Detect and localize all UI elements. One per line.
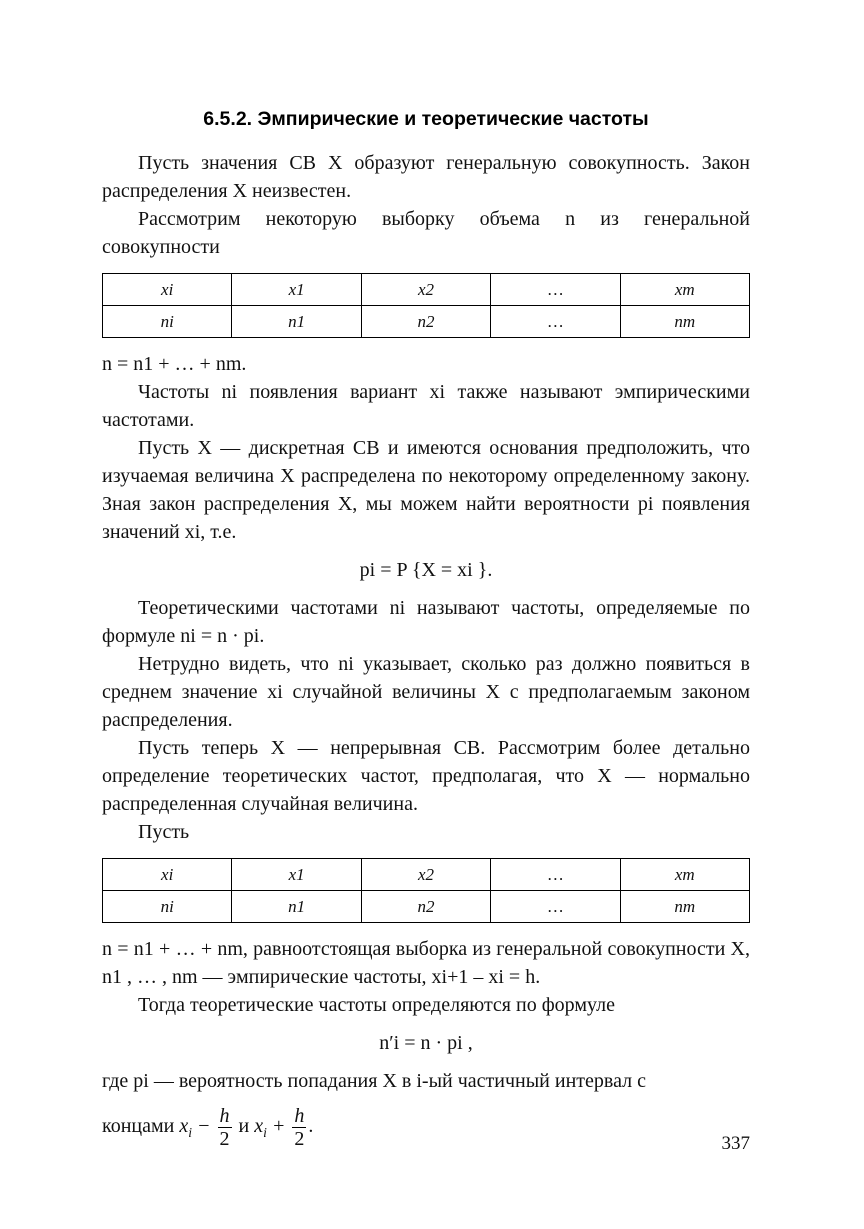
paragraph-4: Пусть X — дискретная СВ и имеются основания предположить, что изучаемая величина X распределена по некоторому определенному закону. Зная закон распределения X, мы можем найти вероятности pi появления значений xi, т.е. [102,437,750,543]
equation-sample-size: n = n1 + … + nm. [102,353,247,375]
table-row [103,306,750,338]
fraction-denominator: 2 [219,1128,230,1150]
fraction-numerator: h [219,1105,230,1127]
paragraph-1: Пусть значения СВ X образуют генеральную совокупность. Закон распределения X неизвестен. [102,152,750,202]
page-content [102,108,750,1160]
period: . [308,1115,314,1138]
paragraph-8: Пусть [138,821,190,843]
table-cell: xm [620,274,749,306]
conjunction-and: и [238,1115,250,1138]
table-cell: x1 [232,859,361,891]
paragraph-3: Частоты ni появления вариант xi также называют эмпирическими частотами. [102,381,750,431]
table-cell: xi [103,274,232,306]
table-cell: ni [103,306,232,338]
fraction-h-over-2 [218,1105,232,1150]
table-cell: nm [620,891,749,923]
table-cell: xi [103,859,232,891]
table-row [103,274,750,306]
table-cell: … [491,891,620,923]
fraction-h-over-2-right [292,1105,306,1150]
paragraph-7: Пусть теперь X — непрерывная СВ. Рассмотрим более детально определение теоретических частот, предполагая, что X — нормально распределенная случайная величина. [102,737,750,815]
table-row [103,891,750,923]
equation-theoretical-frequency: n′i = n · pi , [379,1032,473,1054]
equation-probability: pi = P {X = xi }. [359,559,493,581]
table-cell: n1 [232,306,361,338]
table-cell: ni [103,891,232,923]
paragraph-10: Тогда теоретические частоты определяются по формуле [138,994,616,1016]
section-heading: 6.5.2. Эмпирические и теоретические частоты [203,108,649,130]
table-cell: x2 [361,274,490,306]
interval-endpoints-line [102,1105,750,1150]
table-cell: x2 [361,859,490,891]
paragraph-5: Теоретическими частотами ni называют частоты, определяемые по формуле ni = n · pi. [102,597,750,647]
table-cell: xm [620,859,749,891]
frequency-table-1 [102,273,750,338]
table-cell: n2 [361,306,490,338]
fraction-numerator: h [294,1105,305,1127]
paragraph-2: Рассмотрим некоторую выборку объема n из генеральной совокупности [102,208,750,258]
frequency-table-2 [102,858,750,923]
paragraph-6: Нетрудно видеть, что ni указывает, сколько раз должно появиться в среднем значение xi случайной величины X с предполагаемым законом распределения. [102,653,750,731]
table-cell: … [491,306,620,338]
fraction-denominator: 2 [294,1128,305,1150]
table-cell: n2 [361,891,490,923]
endpoints-prefix: концами [102,1115,175,1138]
table-row [103,859,750,891]
paragraph-11: где pi — вероятность попадания X в i-ый частичный интервал с [102,1070,646,1092]
table-cell: … [491,274,620,306]
xi-left: $x_i$ − [179,1115,211,1141]
table-cell: … [491,859,620,891]
xi-right: $x_i$ + [254,1115,286,1141]
table-cell: nm [620,306,749,338]
page-number: 337 [721,1133,750,1154]
table-cell: n1 [232,891,361,923]
table-cell: x1 [232,274,361,306]
paragraph-9: n = n1 + … + nm, равноотстоящая выборка из генеральной совокупности X, n1 , … , nm — эмпирические частоты, xi+1 – xi = h. [102,938,750,988]
